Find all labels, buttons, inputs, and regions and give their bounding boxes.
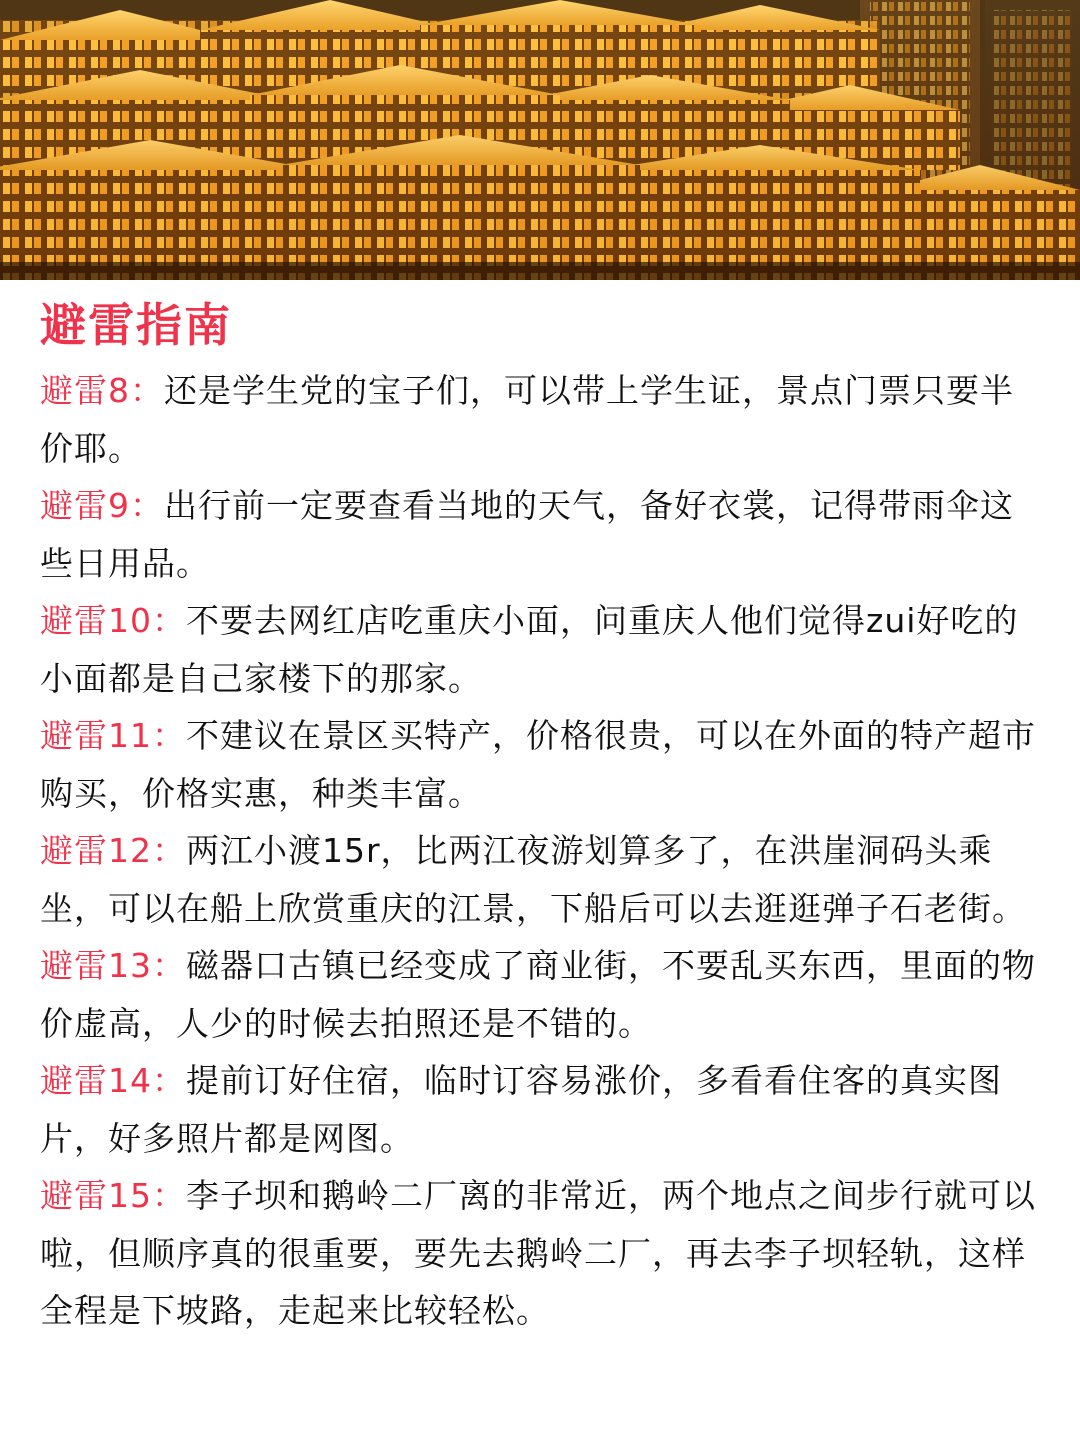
tip-label: 避雷13： — [40, 946, 186, 985]
hero-photo — [0, 0, 1080, 280]
tip-text: 不要去网红店吃重庆小面，问重庆人他们觉得zui好吃的小面都是自己家楼下的那家。 — [40, 601, 1019, 698]
tip-item — [40, 362, 1040, 477]
tip-label: 避雷9： — [40, 486, 164, 525]
tip-text: 两江小渡15r，比两江夜游划算多了，在洪崖洞码头乘坐，可以在船上欣赏重庆的江景，下船后可以去逛逛弹子石老街。 — [40, 831, 1026, 928]
tip-item — [40, 477, 1040, 592]
tip-text: 提前订好住宿，临时订容易涨价，多看看住客的真实图片，好多照片都是网图。 — [40, 1061, 1002, 1158]
tips-list — [40, 362, 1040, 1340]
tip-item — [40, 937, 1040, 1052]
tip-text: 磁器口古镇已经变成了商业街，不要乱买东西，里面的物价虚高，人少的时候去拍照还是不错的。 — [40, 946, 1036, 1043]
guide-content — [40, 290, 1040, 1340]
tip-item — [40, 707, 1040, 822]
tip-label: 避雷14： — [40, 1061, 186, 1100]
tip-text: 还是学生党的宝子们，可以带上学生证，景点门票只要半价耶。 — [40, 371, 1014, 468]
tip-text: 出行前一定要查看当地的天气，备好衣裳，记得带雨伞这些日用品。 — [40, 486, 1014, 583]
tip-item — [40, 592, 1040, 707]
tip-label: 避雷15： — [40, 1176, 186, 1215]
tip-label: 避雷8： — [40, 371, 164, 410]
tip-item — [40, 1167, 1040, 1340]
tip-label: 避雷12： — [40, 831, 186, 870]
tip-text: 不建议在景区买特产，价格很贵，可以在外面的特产超市购买，价格实惠，种类丰富。 — [40, 716, 1036, 813]
tip-item — [40, 1052, 1040, 1167]
tip-item — [40, 822, 1040, 937]
tip-label: 避雷11： — [40, 716, 186, 755]
tip-text: 李子坝和鹅岭二厂离的非常近，两个地点之间步行就可以啦，但顺序真的很重要，要先去鹅岭二厂，再去李子坝轻轨，这样全程是下坡路，走起来比较轻松。 — [40, 1176, 1036, 1330]
page-title: 避雷指南 — [40, 298, 232, 352]
chongqing-night-buildings-image — [0, 0, 1080, 280]
tip-label: 避雷10： — [40, 601, 186, 640]
